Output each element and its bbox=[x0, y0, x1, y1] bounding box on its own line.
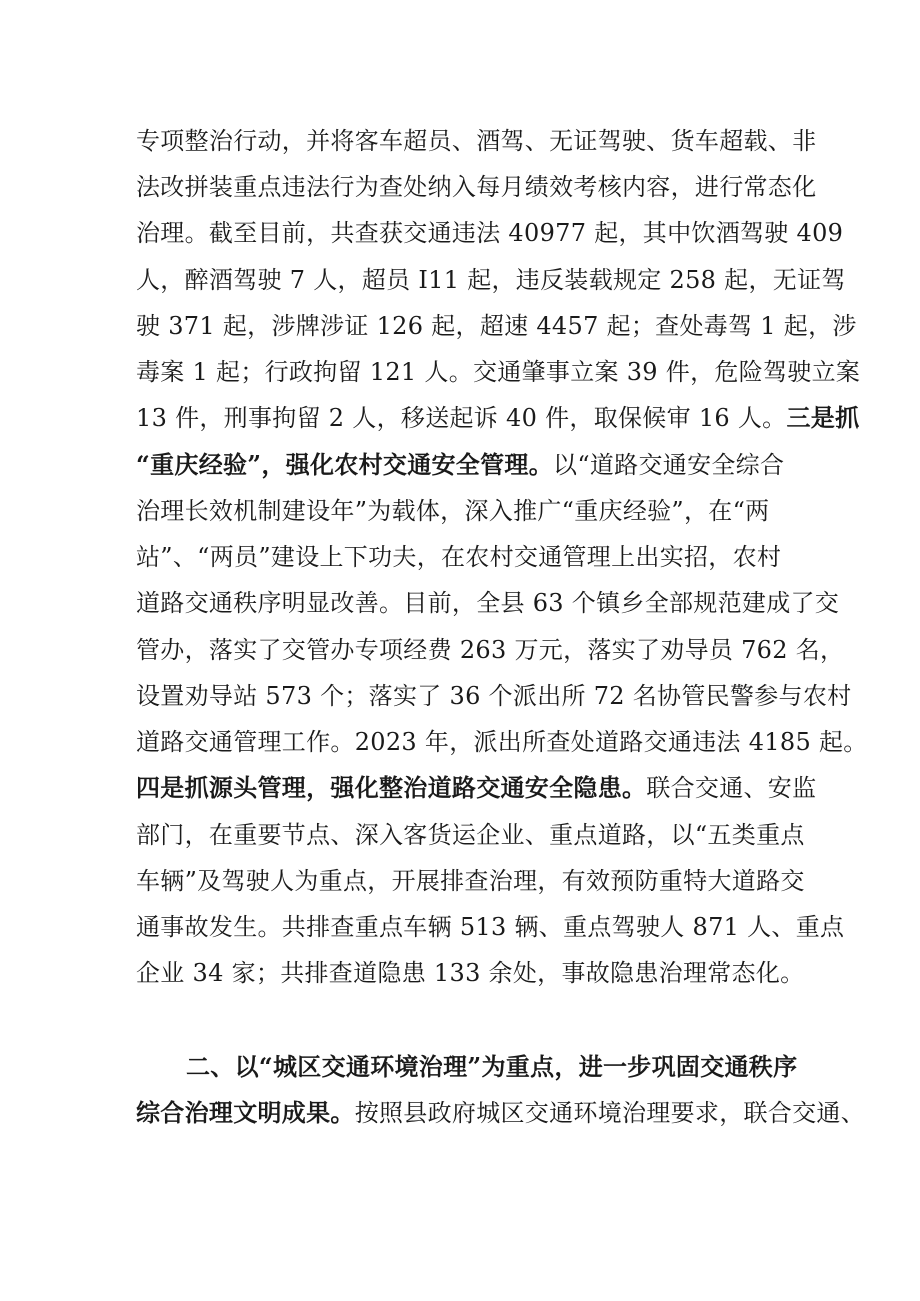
text-segment: 治理长效机制建设年”为载体，深入推广“重庆经验”，在“两 bbox=[136, 497, 770, 525]
text-line bbox=[136, 303, 857, 349]
text-segment: 毒案 1 起；行政拘留 121 人。交通肇事立案 39 件，危险驾驶立案 bbox=[136, 358, 861, 386]
text-segment: 管办，落实了交管办专项经费 263 万元，落实了劝导员 762 名， bbox=[136, 636, 845, 664]
text-segment: 联合交通、安监 bbox=[646, 774, 817, 802]
text-segment: 站”、“两员”建设上下功夫，在农村交通管理上出实招，农村 bbox=[136, 543, 782, 571]
text-segment: 道路交通秩序明显改善。目前，全县 63 个镇乡全部规范建成了交 bbox=[136, 589, 840, 617]
text-segment: 道路交通管理工作。2023 年，派出所查处道路交通违法 4185 起。 bbox=[136, 728, 868, 756]
text-line bbox=[136, 1090, 866, 1136]
text-line bbox=[136, 534, 796, 580]
text-line bbox=[136, 257, 846, 303]
text-line bbox=[136, 488, 796, 534]
text-line bbox=[136, 765, 817, 811]
text-line bbox=[136, 950, 805, 996]
text-segment: 按照县政府城区交通环境治理要求，联合交通、 bbox=[354, 1099, 866, 1127]
text-line bbox=[136, 719, 868, 765]
text-segment: 专项整治行动，并将客车超员、酒驾、无证驾驶、货车超载、非 bbox=[136, 127, 817, 155]
text-segment: 设置劝导站 573 个；落实了 36 个派出所 72 名协管民警参与农村 bbox=[136, 682, 852, 710]
text-segment: 企业 34 家；共排查道隐患 133 余处，事故隐患治理常态化。 bbox=[136, 959, 805, 987]
text-segment: 部门，在重要节点、深入客货运企业、重点道路，以“五类重点 bbox=[136, 821, 805, 849]
section-heading: 二、以“城区交通环境治理”为重点，进一步巩固交通秩序 bbox=[186, 1052, 798, 1081]
bold-heading-segment: 四是抓源头管理，强化整治道路交通安全隐患。 bbox=[136, 773, 647, 802]
text-line bbox=[136, 442, 796, 488]
bold-heading-segment: 三是抓 bbox=[786, 403, 860, 432]
text-line bbox=[136, 395, 860, 441]
text-line bbox=[136, 210, 844, 256]
text-segment: 以“道路交通安全综合 bbox=[553, 451, 785, 479]
text-line bbox=[136, 118, 817, 164]
text-segment: 治理。截至目前，共查获交通违法 40977 起，其中饮酒驾驶 409 bbox=[136, 219, 844, 247]
text-line bbox=[136, 349, 861, 395]
text-segment: 法改拼装重点违法行为查处纳入每月绩效考核内容，进行常态化 bbox=[136, 173, 817, 201]
text-segment: 车辆”及驾驶人为重点，开展排查治理，有效预防重特大道路交 bbox=[136, 867, 805, 895]
section-heading-line bbox=[186, 1044, 796, 1090]
text-segment: 通事故发生。共排查重点车辆 513 辆、重点驾驶人 871 人、重点 bbox=[136, 913, 845, 941]
text-segment: 13 件，刑事拘留 2 人，移送起诉 40 件，取保候审 16 人。 bbox=[136, 404, 787, 432]
text-line bbox=[136, 812, 805, 858]
bold-heading-segment: “重庆经验”，强化农村交通安全管理。 bbox=[136, 450, 554, 479]
text-line bbox=[136, 164, 817, 210]
text-line bbox=[136, 627, 845, 673]
text-line bbox=[136, 580, 840, 626]
text-line bbox=[136, 904, 845, 950]
text-line bbox=[136, 858, 805, 904]
text-segment: 驶 371 起，涉牌涉证 126 起，超速 4457 起；查处毒驾 1 起，涉 bbox=[136, 312, 857, 340]
bold-heading-segment: 综合治理文明成果。 bbox=[136, 1098, 355, 1127]
text-segment: 人，醉酒驾驶 7 人，超员 I11 起，违反装载规定 258 起，无证驾 bbox=[136, 266, 846, 294]
text-line bbox=[136, 673, 852, 719]
